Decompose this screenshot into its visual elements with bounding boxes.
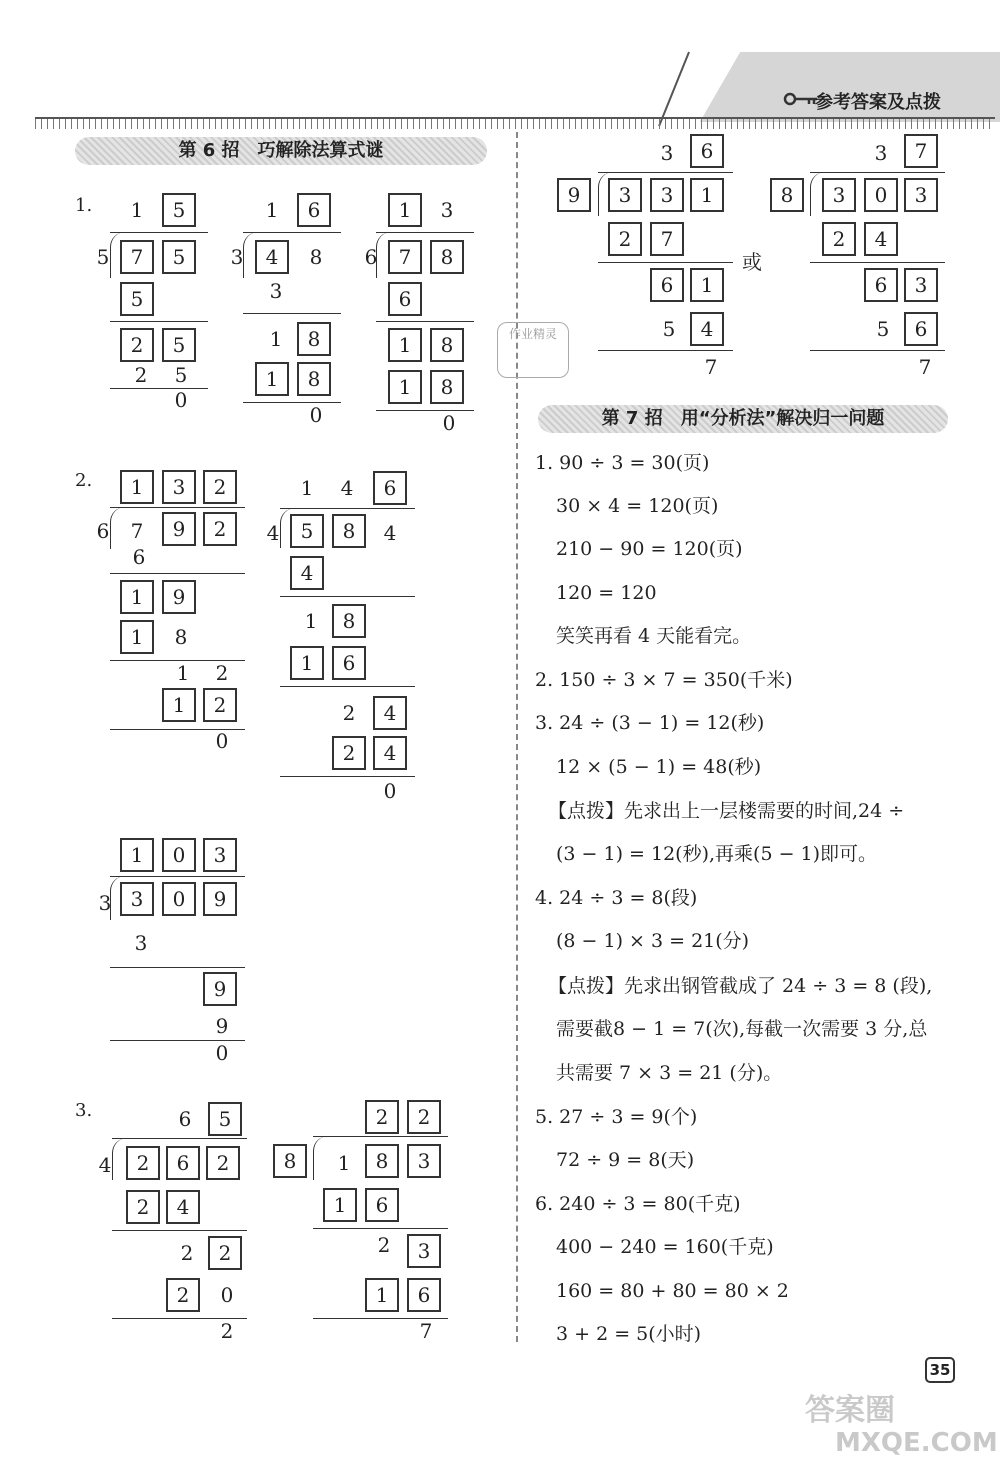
digit: 4: [266, 521, 280, 545]
answer-box: 7: [388, 240, 422, 274]
digit: 0: [215, 1041, 229, 1065]
digit: 4: [383, 521, 397, 545]
answer-box: 2: [608, 222, 642, 256]
subtraction-line: [598, 262, 733, 263]
answer-box: 6: [864, 268, 898, 302]
digit: 7: [918, 355, 932, 379]
division-bar: [110, 876, 245, 877]
section-title-right: 第 7 招 用“分析法”解决归一问题: [538, 405, 948, 433]
watermark-url: MXQE.COM: [835, 1428, 998, 1458]
digit: 4: [98, 1153, 112, 1177]
key-icon: [783, 92, 819, 106]
answer-box: 6: [388, 282, 422, 316]
answer-box: 7: [650, 222, 684, 256]
digit: 3: [134, 931, 148, 955]
hint-line: (3 − 1) = 12(秒),再乘(5 − 1)即可。: [556, 843, 878, 865]
answer-box: 9: [557, 178, 591, 212]
answer-box: 2: [166, 1278, 200, 1312]
answer-box: 1: [323, 1188, 357, 1222]
answer-box: 9: [203, 972, 237, 1006]
digit: 8: [174, 625, 188, 649]
answer-box: 1: [365, 1278, 399, 1312]
digit: 1: [176, 661, 190, 685]
subtraction-line: [280, 686, 415, 687]
division-bracket: [313, 1136, 328, 1180]
division-bar: [110, 507, 245, 508]
answer-box: 1: [690, 178, 724, 212]
answer-line: 6. 240 ÷ 3 = 80(千克): [535, 1193, 741, 1215]
answer-box: 6: [650, 268, 684, 302]
answer-line: (8 − 1) × 3 = 21(分): [556, 930, 750, 952]
answer-box: 3: [203, 838, 237, 872]
answer-line: 210 − 90 = 120(页): [556, 538, 743, 560]
answer-box: 2: [203, 688, 237, 722]
answer-box: 2: [203, 512, 237, 546]
division-bar: [598, 172, 733, 173]
answer-line: 笑笑再看 4 天能看完。: [556, 625, 752, 647]
answer-line: 400 − 240 = 160(千克): [556, 1236, 774, 1258]
subtraction-line: [376, 321, 474, 322]
answer-box: 4: [373, 736, 407, 770]
division-bar: [280, 508, 415, 509]
digit: 6: [96, 519, 110, 543]
column-divider: [516, 132, 518, 1342]
answer-box: 8: [273, 1144, 307, 1178]
answer-box: 8: [430, 240, 464, 274]
answer-line: 72 ÷ 9 = 8(天): [556, 1149, 695, 1171]
answer-box: 4: [166, 1190, 200, 1224]
answer-line: 3 + 2 = 5(小时): [556, 1323, 702, 1345]
digit: 8: [309, 245, 323, 269]
answer-box: 5: [162, 240, 196, 274]
division-bracket: [112, 1138, 127, 1180]
digit: 3: [269, 279, 283, 303]
answer-box: 0: [162, 838, 196, 872]
digit: 0: [383, 779, 397, 803]
answer-box: 3: [120, 882, 154, 916]
answer-line: 3. 24 ÷ (3 − 1) = 12(秒): [535, 712, 765, 734]
digit: 3: [874, 141, 888, 165]
answer-line: 30 × 4 = 120(页): [556, 495, 719, 517]
answer-box: 4: [290, 556, 324, 590]
answer-box: 9: [162, 512, 196, 546]
subtraction-line: [110, 321, 208, 322]
answer-box: 3: [650, 178, 684, 212]
answer-line: 2. 150 ÷ 3 × 7 = 350(千米): [535, 669, 793, 691]
answer-box: 1: [388, 370, 422, 404]
stamp: 作业精灵: [497, 322, 569, 378]
digit: 5: [662, 317, 676, 341]
answer-box: 6: [297, 193, 331, 227]
answer-box: 1: [120, 620, 154, 654]
digit: 2: [342, 701, 356, 725]
answer-line: 1. 90 ÷ 3 = 30(页): [535, 452, 710, 474]
digit: 6: [178, 1107, 192, 1131]
digit: 5: [96, 245, 110, 269]
answer-box: 5: [208, 1102, 242, 1136]
digit: 1: [337, 1151, 351, 1175]
answer-box: 2: [332, 736, 366, 770]
answer-box: 1: [388, 193, 422, 227]
digit: 1: [304, 609, 318, 633]
answer-box: 1: [290, 646, 324, 680]
answer-box: 1: [388, 328, 422, 362]
answer-box: 3: [407, 1234, 441, 1268]
answer-box: 5: [162, 193, 196, 227]
digit: 2: [180, 1241, 194, 1265]
subtraction-line: [280, 596, 415, 597]
subtraction-line: [810, 262, 945, 263]
hint-line: 【点拨】先求出上一层楼需要的时间,24 ÷: [548, 800, 905, 822]
subtraction-line: [110, 573, 245, 574]
answer-box: 6: [690, 134, 724, 168]
answer-line: 12 × (5 − 1) = 48(秒): [556, 756, 762, 778]
answer-box: 5: [162, 328, 196, 362]
answer-line: 4. 24 ÷ 3 = 8(段): [535, 887, 698, 909]
answer-box: 8: [365, 1144, 399, 1178]
digit: 2: [215, 661, 229, 685]
digit: 7: [130, 519, 144, 543]
digit: 4: [340, 476, 354, 500]
answer-box: 8: [430, 370, 464, 404]
digit: 6: [132, 545, 146, 569]
answer-box: 2: [120, 328, 154, 362]
answer-box: 9: [203, 882, 237, 916]
digit: 6: [364, 245, 378, 269]
digit: 5: [876, 317, 890, 341]
hint-line: 共需要 7 × 3 = 21 (分)。: [556, 1062, 783, 1084]
answer-line: 120 = 120: [556, 582, 657, 604]
answer-box: 1: [690, 268, 724, 302]
ruler: [35, 117, 995, 129]
watermark-logo: 答案圈: [805, 1393, 895, 1428]
answer-box: 5: [120, 282, 154, 316]
digit: 2: [134, 363, 148, 387]
or-label: 或: [742, 250, 762, 274]
answer-box: 6: [904, 312, 938, 346]
digit: 0: [174, 388, 188, 412]
answer-box: 2: [126, 1146, 160, 1180]
answer-box: 4: [373, 696, 407, 730]
answer-box: 3: [162, 470, 196, 504]
answer-box: 6: [373, 471, 407, 505]
answer-box: 3: [904, 268, 938, 302]
answer-box: 1: [120, 580, 154, 614]
answer-box: 2: [407, 1100, 441, 1134]
answer-box: 2: [208, 1236, 242, 1270]
answer-box: 6: [332, 646, 366, 680]
answer-box: 1: [255, 362, 289, 396]
answer-box: 0: [864, 178, 898, 212]
q1-label: 1.: [75, 195, 93, 216]
answer-box: 3: [407, 1144, 441, 1178]
answer-box: 1: [120, 838, 154, 872]
digit: 2: [220, 1319, 234, 1343]
answer-box: 2: [126, 1190, 160, 1224]
answer-box: 0: [162, 882, 196, 916]
answer-box: 7: [904, 134, 938, 168]
digit: 0: [309, 403, 323, 427]
answer-box: 9: [162, 580, 196, 614]
digit: 3: [440, 198, 454, 222]
q3-label: 3.: [75, 1100, 93, 1121]
division-bar: [313, 1136, 448, 1137]
answer-box: 4: [690, 312, 724, 346]
digit: 1: [265, 198, 279, 222]
digit: 0: [215, 729, 229, 753]
hint-line: 【点拨】先求出钢管截成了 24 ÷ 3 = 8 (段),: [548, 975, 933, 997]
q2-label: 2.: [75, 470, 93, 491]
answer-box: 3: [608, 178, 642, 212]
digit: 7: [704, 355, 718, 379]
digit: 9: [215, 1014, 229, 1038]
answer-box: 8: [297, 322, 331, 356]
answer-box: 2: [822, 222, 856, 256]
subtraction-line: [243, 313, 341, 314]
answer-box: 3: [822, 178, 856, 212]
answer-box: 6: [407, 1278, 441, 1312]
answer-box: 7: [120, 240, 154, 274]
answer-box: 8: [297, 362, 331, 396]
digit: 1: [130, 198, 144, 222]
division-bar: [243, 232, 341, 233]
header-title: 参考答案及点拨: [815, 92, 941, 113]
digit: 3: [660, 141, 674, 165]
subtraction-line: [112, 1230, 247, 1231]
answer-box: 8: [332, 514, 366, 548]
digit: 3: [230, 245, 244, 269]
answer-box: 3: [904, 178, 938, 212]
subtraction-line: [110, 967, 245, 968]
digit: 1: [300, 476, 314, 500]
answer-box: 4: [864, 222, 898, 256]
answer-box: 4: [255, 240, 289, 274]
answer-box: 2: [203, 470, 237, 504]
answer-box: 1: [162, 688, 196, 722]
digit: 3: [98, 891, 112, 915]
digit: 5: [174, 363, 188, 387]
section-title-left: 第 6 招 巧解除法算式谜: [75, 137, 487, 165]
answer-box: 6: [365, 1188, 399, 1222]
answer-box: 6: [166, 1146, 200, 1180]
answer-box: 5: [290, 514, 324, 548]
digit: 0: [442, 411, 456, 435]
answer-box: 8: [332, 604, 366, 638]
answer-line: 160 = 80 + 80 = 80 × 2: [556, 1280, 789, 1302]
digit: 7: [419, 1319, 433, 1343]
digit: 1: [269, 327, 283, 351]
answer-box: 8: [770, 178, 804, 212]
digit: 0: [220, 1283, 234, 1307]
division-bar: [810, 172, 945, 173]
page-number: 35: [925, 1357, 955, 1383]
division-bar: [376, 232, 474, 233]
answer-box: 2: [206, 1146, 240, 1180]
digit: 2: [377, 1233, 391, 1257]
division-bar: [110, 232, 208, 233]
division-bar: [112, 1138, 247, 1139]
answer-line: 5. 27 ÷ 3 = 9(个): [535, 1106, 698, 1128]
answer-box: 1: [120, 470, 154, 504]
hint-line: 需要截8 − 1 = 7(次),每截一次需要 3 分,总: [556, 1018, 928, 1040]
answer-box: 2: [365, 1100, 399, 1134]
answer-box: 8: [430, 328, 464, 362]
